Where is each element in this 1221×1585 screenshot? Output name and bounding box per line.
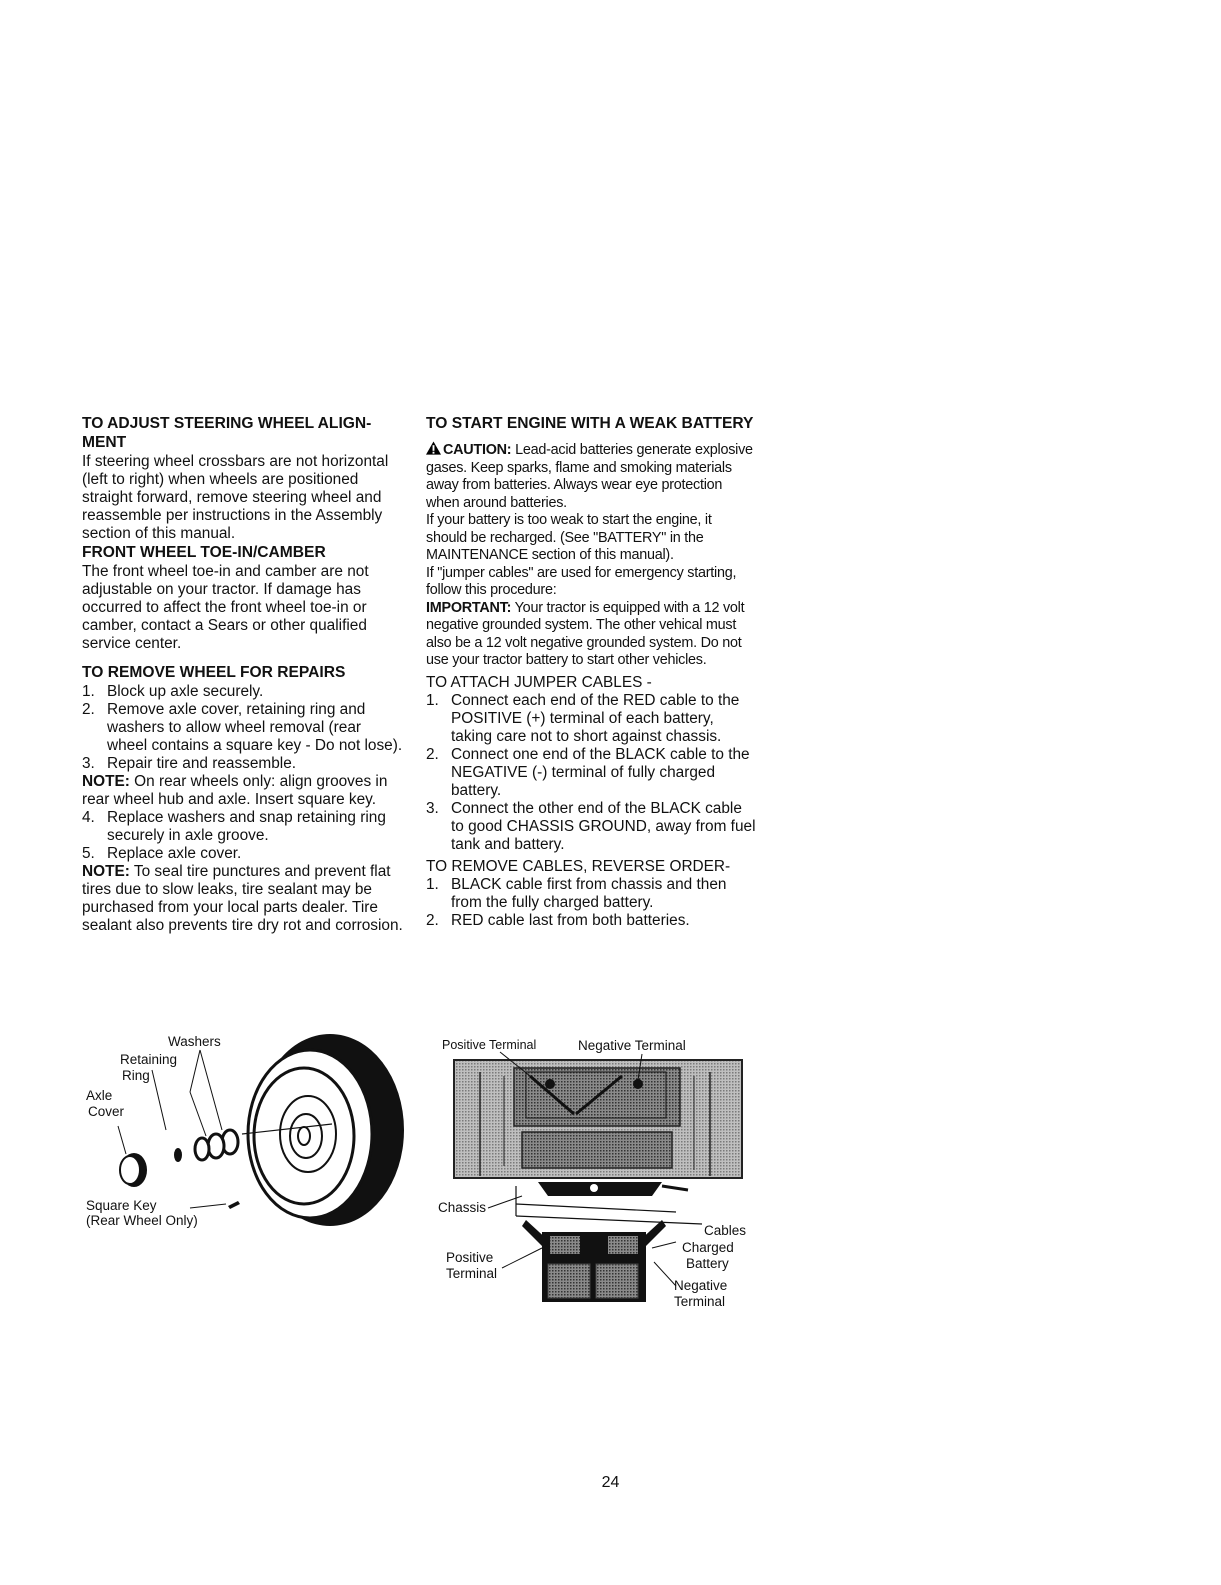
list-item: 1. Block up axle securely. — [82, 683, 264, 700]
cables-label: Cables — [704, 1223, 747, 1238]
warning-triangle-icon — [426, 441, 441, 455]
attach-cables-heading: TO ATTACH JUMPER CABLES - — [426, 673, 652, 691]
steering-alignment-text: If steering wheel crossbars are not horizontal (left to right) when wheels are positioned straight forward, remove steering wheel and reassemble per instructions in the Assembly section of this manual. — [82, 453, 389, 542]
charged-label: Charged — [682, 1240, 734, 1255]
weak-battery-heading: TO START ENGINE WITH A WEAK BATTERY — [426, 415, 754, 432]
jumper-cables-text: If "jumper cables" are used for emergency starting, follow this procedure: — [426, 564, 737, 598]
important-paragraph: IMPORTANT: Your tractor is equipped with a 12 volt negative grounded system. The other vehical must also be a 12 volt negative grounded system. Do not use your tractor battery to start other vehicles. — [426, 599, 745, 668]
caution-paragraph: CAUTION: Lead-acid batteries generate explosive gases. Keep sparks, flame and smoking materials away from batteries. Always wear eye protection when around batteries. — [426, 442, 753, 511]
left-column — [82, 414, 404, 935]
list-item: 3. Connect the other end of the BLACK cable to good CHASSIS GROUND, away from fuel tank and battery. — [426, 799, 756, 853]
right-column — [426, 414, 756, 930]
toe-camber-heading: FRONT WHEEL TOE-IN/CAMBER — [82, 544, 326, 561]
list-item: 3. Repair tire and reassemble. — [82, 755, 297, 772]
list-item: 2. Remove axle cover, retaining ring and washers to allow wheel removal (rear wheel contains a square key - Do not lose). — [82, 701, 403, 754]
wheel-assembly-figure — [82, 1030, 412, 1240]
axle-label: Axle — [86, 1088, 113, 1103]
positive-terminal-top-label: Positive Terminal — [442, 1038, 537, 1052]
retaining-label: Retaining — [120, 1052, 178, 1067]
jumper-cables-figure — [426, 1036, 766, 1316]
toe-camber-text: The front wheel toe-in and camber are not adjustable on your tractor. If damage has occurred to affect the front wheel toe-in or camber, contact a Sears or other qualified service center. — [82, 563, 369, 652]
positive-label: Positive — [446, 1250, 494, 1265]
steering-alignment-heading: TO ADJUST STEERING WHEEL ALIGN- MENT — [82, 415, 372, 451]
list-item: 5. Replace axle cover. — [82, 845, 242, 862]
rear-wheel-note: NOTE: On rear wheels only: align grooves in rear wheel hub and axle. Insert square key. — [82, 773, 388, 808]
rear-wheel-only-label: (Rear Wheel Only) — [86, 1213, 198, 1228]
square-key-label: Square Key — [86, 1198, 157, 1213]
list-item: 2. RED cable last from both batteries. — [426, 911, 690, 929]
cover-label: Cover — [88, 1104, 125, 1119]
negative-label: Negative — [674, 1278, 728, 1293]
negative-terminal-top-label: Negative Terminal — [578, 1038, 686, 1053]
list-item: 4. Replace washers and snap retaining ring securely in axle groove. — [82, 809, 386, 844]
list-item: 2. Connect one end of the BLACK cable to the NEGATIVE (-) terminal of fully charged battery. — [426, 745, 750, 799]
remove-wheel-steps — [82, 683, 404, 773]
remove-cables-heading: TO REMOVE CABLES, REVERSE ORDER- — [426, 857, 731, 875]
list-item: 1. Connect each end of the RED cable to the POSITIVE (+) terminal of each battery, taking care not to short against chassis. — [426, 691, 740, 745]
terminal-left-label: Terminal — [446, 1266, 498, 1281]
battery-label: Battery — [686, 1256, 729, 1271]
terminal-right-label: Terminal — [674, 1294, 726, 1309]
remove-wheel-steps-continued — [82, 809, 404, 863]
washers-label: Washers — [168, 1034, 221, 1049]
ring-label: Ring — [122, 1068, 150, 1083]
remove-cables-steps — [426, 876, 756, 930]
tire-sealant-note: NOTE: To seal tire punctures and prevent flat tires due to slow leaks, tire sealant may be purchased from your local parts dealer. Tire sealant also prevents tire dry rot and corrosion. — [82, 863, 403, 934]
weak-battery-text: If your battery is too weak to start the engine, it should be recharged. (See "BATTERY" in the MAINTENANCE section of this manual). — [426, 512, 712, 563]
page-number: 24 — [601, 1474, 620, 1491]
attach-cables-steps — [426, 692, 756, 854]
remove-wheel-heading: TO REMOVE WHEEL FOR REPAIRS — [82, 664, 346, 681]
list-item: 1. BLACK cable first from chassis and then from the fully charged battery. — [426, 875, 727, 911]
chassis-label: Chassis — [438, 1200, 487, 1215]
